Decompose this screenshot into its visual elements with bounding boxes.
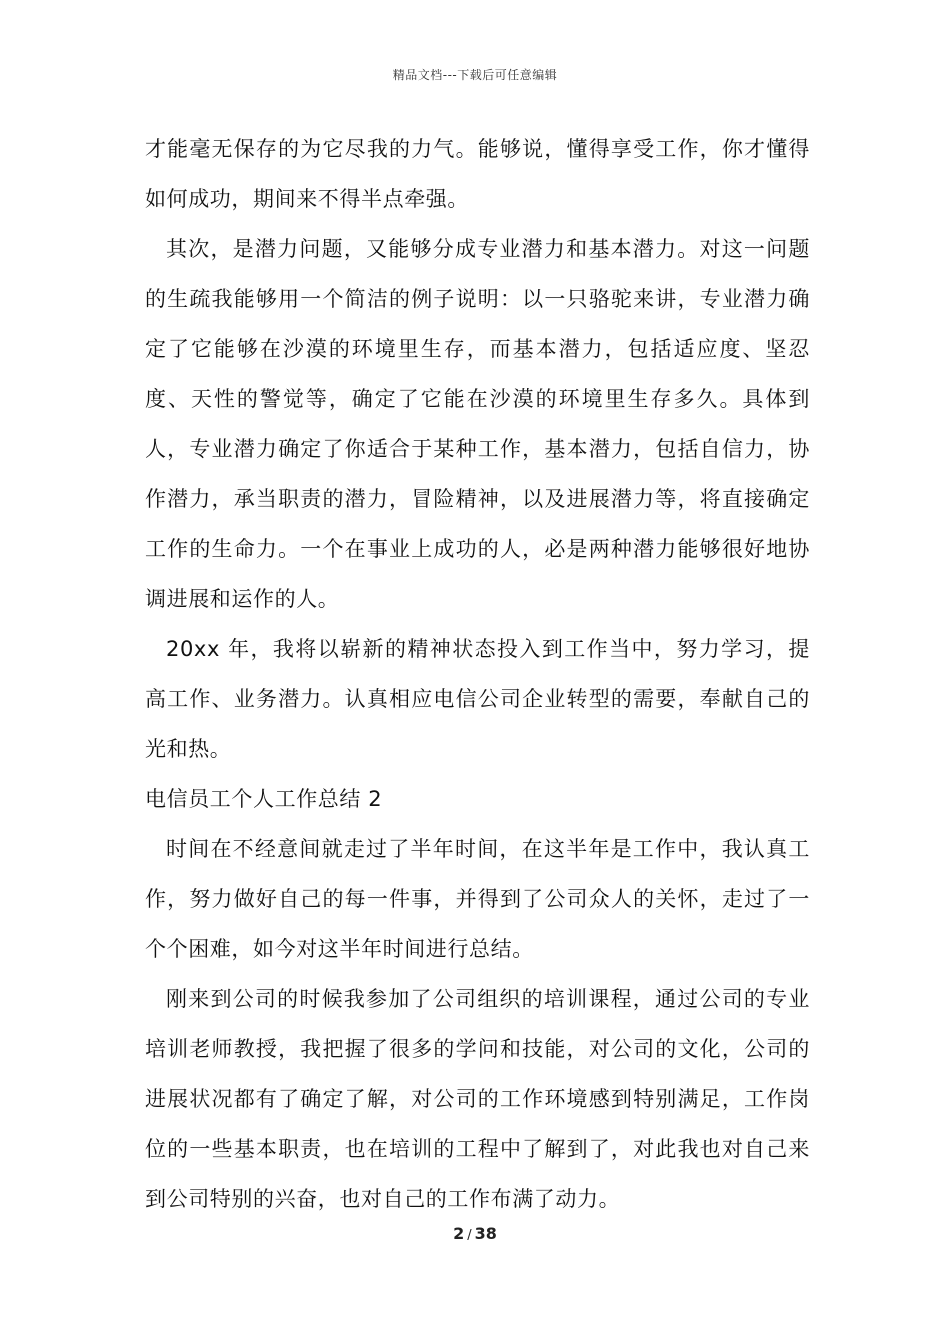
current-page: 2 (453, 1224, 465, 1243)
paragraph: 时间在不经意间就走过了半年时间，在这半年是工作中，我认真工作，努力做好自己的每一件事，并得到了公司众人的关怀，走过了一个个困难，如今对这半年时间进行总结。 (145, 837, 810, 961)
section-title: 电信员工个人工作总结 2 (145, 787, 383, 811)
paragraph: 才能毫无保存的为它尽我的力气。能够说，懂得享受工作，你才懂得如何成功，期间来不得半点牵强。 (145, 137, 810, 211)
paragraph: 刚来到公司的时候我参加了公司组织的培训课程，通过公司的专业培训老师教授，我把握了很多的学问和技能，对公司的文化，公司的进展状况都有了确定了解，对公司的工作环境感到特别满足，工作岗位的一些基本职责，也在培训的工程中了解到了，对此我也对自己来到公司特别的兴奋，也对自己的工作布满了动力。 (145, 987, 810, 1211)
paragraph: 其次，是潜力问题，又能够分成专业潜力和基本潜力。对这一问题的生疏我能够用一个简洁的例子说明：以一只骆驼来讲，专业潜力确定了它能够在沙漠的环境里生存，而基本潜力，包括适应度、坚忍度、天性的警觉等，确定了它能在沙漠的环境里生存多久。具体到人，专业潜力确定了你适合于某种工作，基本潜力，包括自信力，协作潜力，承当职责的潜力，冒险精神，以及进展潜力等，将直接确定工作的生命力。一个在事业上成功的人，必是两种潜力能够很好地协调进展和运作的人。 (145, 237, 810, 611)
document-body (145, 124, 810, 1224)
page-header: 精品文档---下载后可任意编辑 (392, 68, 558, 82)
page-separator: / (467, 1228, 472, 1243)
total-pages: 38 (474, 1224, 497, 1243)
page-number (0, 1224, 950, 1243)
paragraph: 20xx 年，我将以崭新的精神状态投入到工作当中，努力学习，提高工作、业务潜力。认真相应电信公司企业转型的需要，奉献自己的光和热。 (145, 637, 810, 761)
